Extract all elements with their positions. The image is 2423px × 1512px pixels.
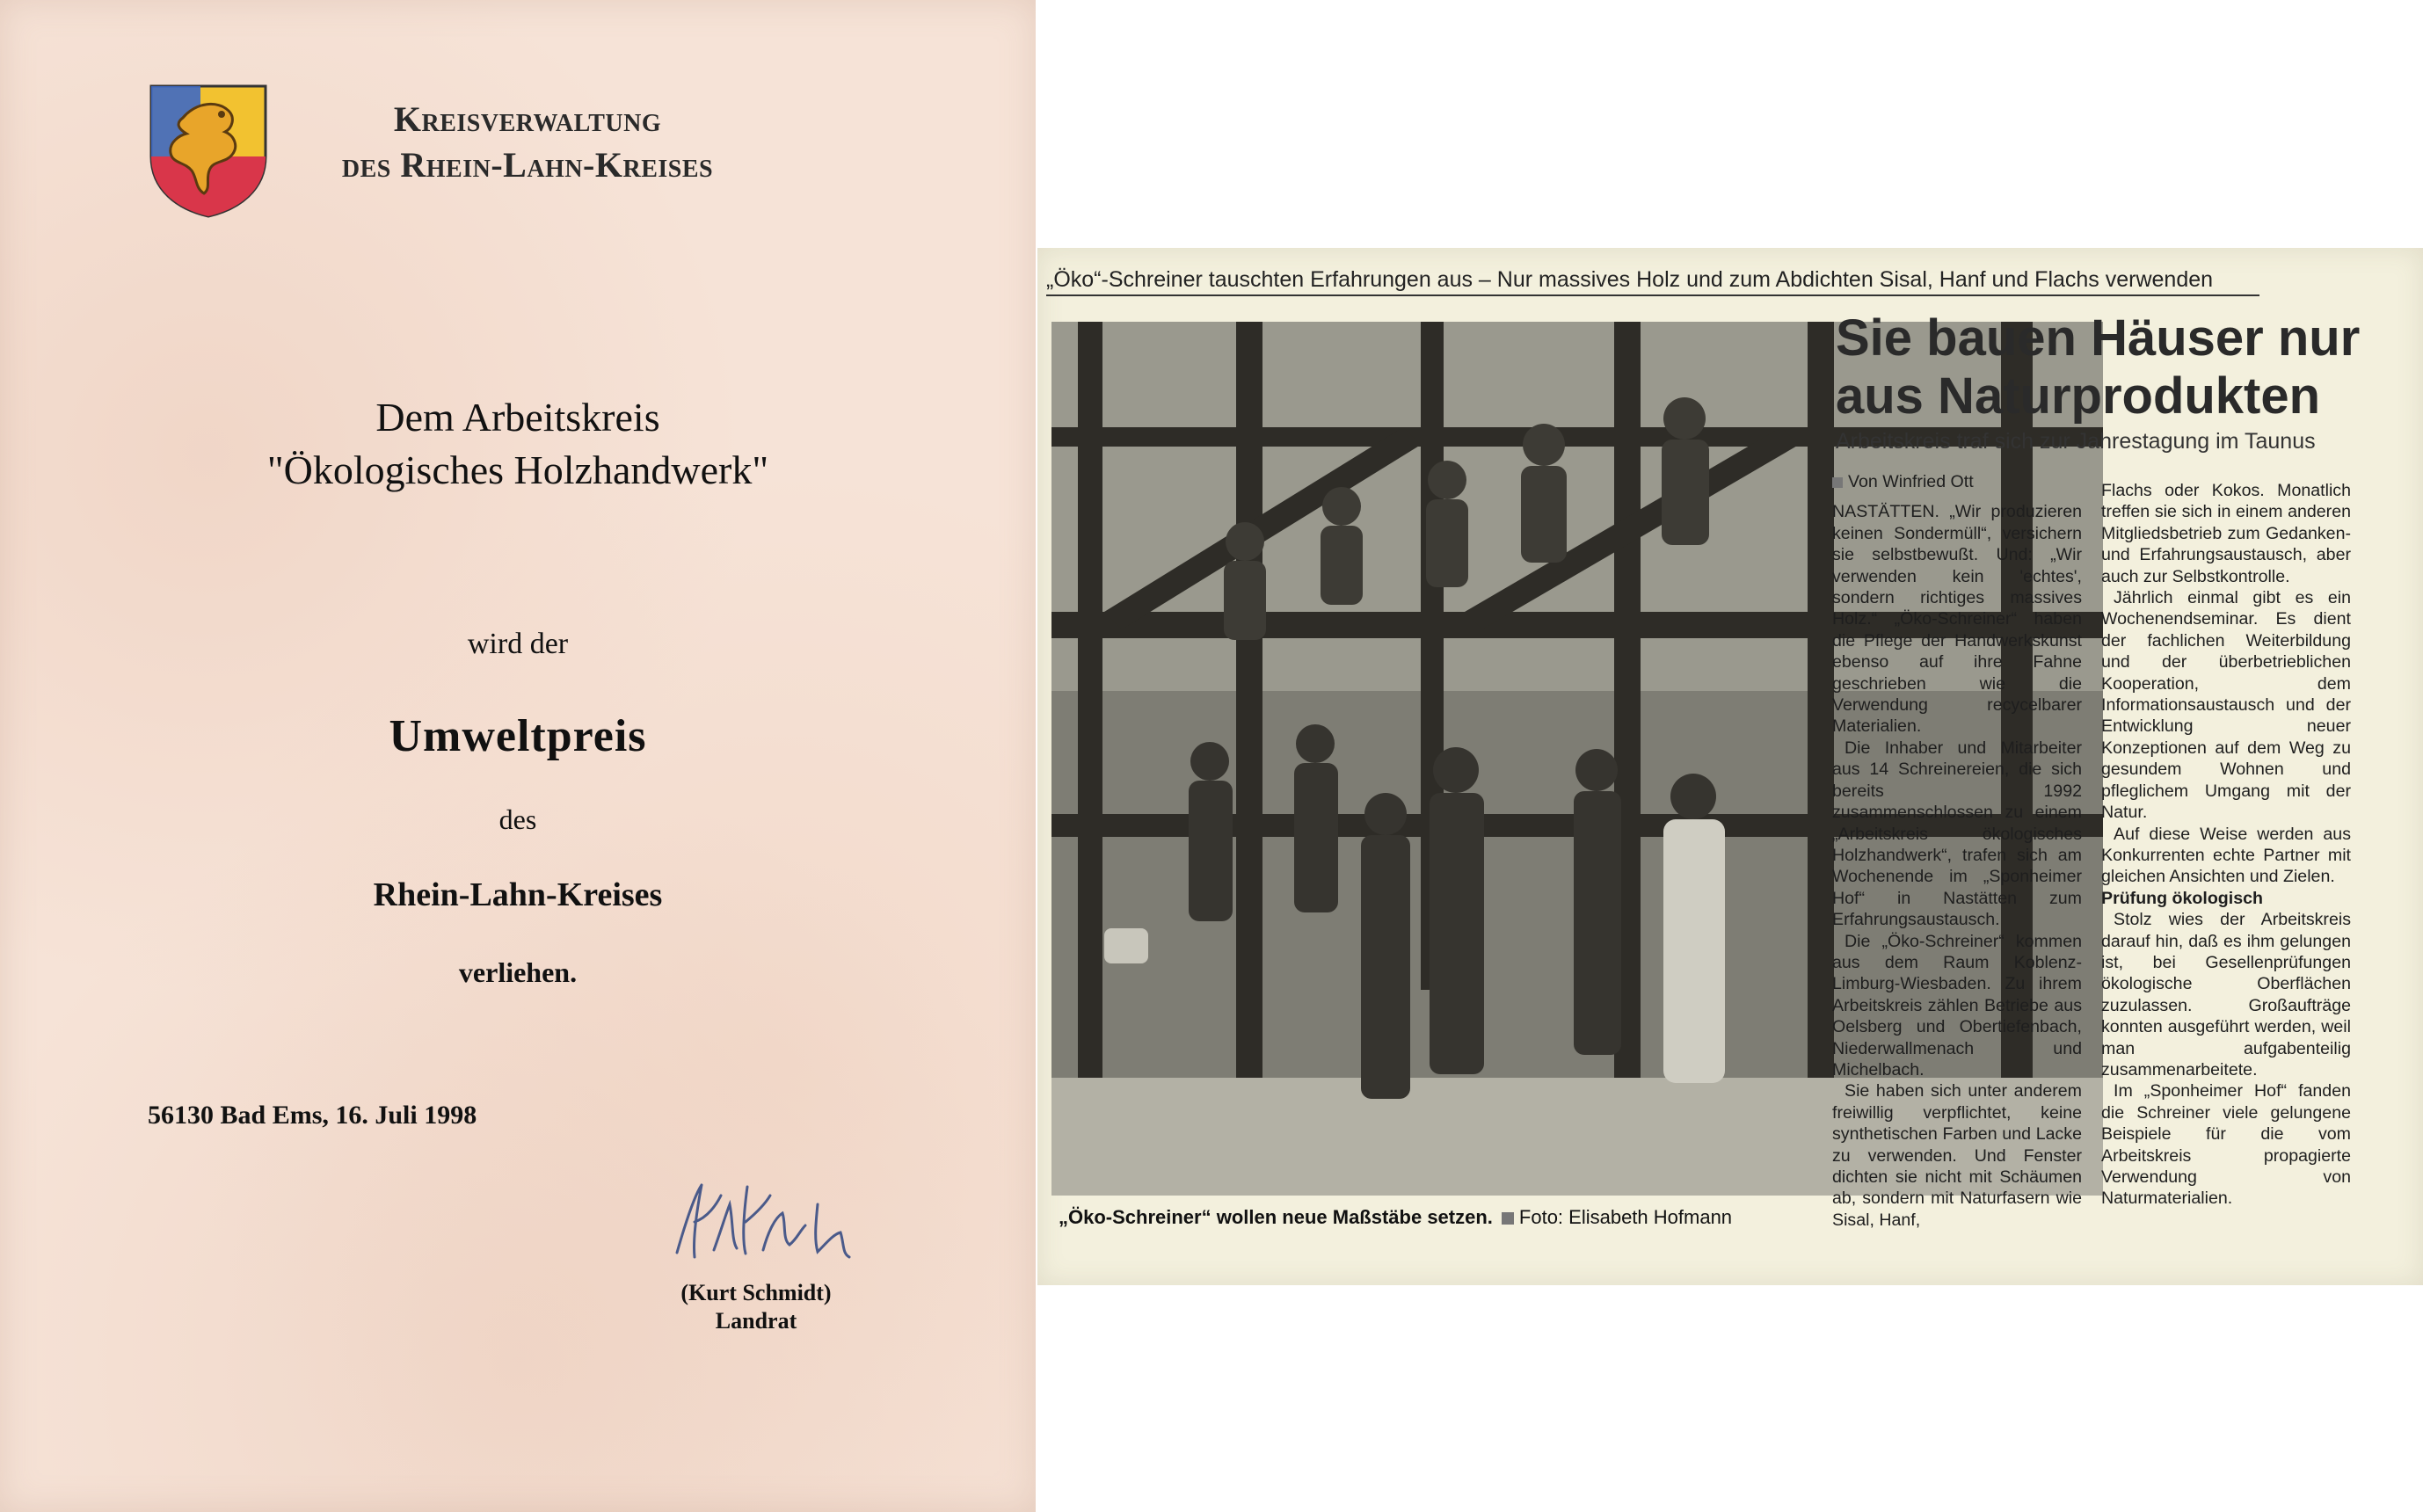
- article-kicker: „Öko“-Schreiner tauschten Erfahrungen aus – Nur massives Holz und zum Abdichten Sisal, Hanf und Flachs verwenden: [1046, 267, 2259, 296]
- byline: [1832, 471, 2082, 492]
- coat-of-arms-icon: [148, 83, 269, 218]
- signatory-name: (Kurt Schmidt): [680, 1280, 832, 1305]
- signatory-role: Landrat: [715, 1308, 797, 1334]
- award-issuer: Rhein-Lahn-Kreises: [373, 876, 663, 913]
- paragraph: Flachs oder Kokos. Monatlich treffen sie sich in einem anderen Mitgliedsbetrieb zum Gedanken- und Erfahrungsaustausch, aber auch zur Selbstkontrolle.: [2101, 481, 2351, 586]
- issuing-authority: [299, 97, 756, 188]
- handwritten-signature: [668, 1169, 870, 1266]
- authority-line-2: des Rhein-Lahn-Kreises: [341, 145, 714, 185]
- paragraph: NASTÄTTEN. „Wir produzieren keinen Sondermüll“, versichern sie selbstbewußt. Und: „Wir verwenden kein 'echtes', sondern richtiges massives Holz.“ „Öko-Schreiner“ haben die Pflege der Handwerkskunst ebenso auf ihre Fahne geschrieben wie die Verwendung recycelbarer Materialien.: [1832, 502, 2082, 737]
- recipient-line-2: "Ökologisches Holzhandwerk": [266, 447, 769, 492]
- headline-line-2: aus Naturprodukten: [1836, 367, 2321, 425]
- article-headline: [1836, 309, 2381, 425]
- certificate: [0, 0, 1036, 1512]
- byline-bullet-icon: [1832, 477, 1843, 488]
- article-column-1: [1832, 471, 2082, 1231]
- award-line-5: verliehen.: [458, 956, 578, 988]
- section-subheading: Prüfung ökologisch: [2101, 888, 2263, 908]
- award-title: Umweltpreis: [389, 711, 647, 761]
- award-line-3: des: [498, 803, 537, 835]
- paragraph: Stolz wies der Arbeitskreis darauf hin, daß es ihm gelungen ist, bei Gesellenprüfungen ökologische Oberflächen zuzulassen. Großaufträge konnten ausgeführt werden, weil man aufgabenteilig zusammenarbeitete.: [2101, 910, 2351, 1079]
- paragraph: Im „Sponheimer Hof“ fanden die Schreiner viele gelungene Beispiele für die vom Arbeitskreis propagierte Verwendung von Naturmaterialien.: [2101, 1081, 2351, 1209]
- recipient-line-1: Dem Arbeitskreis: [375, 395, 660, 440]
- caption-bullet-icon: [1502, 1212, 1514, 1225]
- award-line-1: wird der: [467, 628, 569, 660]
- caption-text: „Öko-Schreiner“ wollen neue Maßstäbe setzen.: [1059, 1206, 1493, 1228]
- photo-caption: [1059, 1206, 1732, 1229]
- paragraph: Sie haben sich unter anderem freiwillig verpflichtet, keine synthetischen Farben und Lacke zu verwenden. Und Fenster dichten sie nicht mit Schäumen ab, sondern mit Naturfasern wie Sisal, Hanf,: [1832, 1081, 2082, 1230]
- newspaper-clipping: [1037, 248, 2423, 1285]
- paragraph: Die Inhaber und Mitarbeiter aus 14 Schreinereien, die sich bereits 1992 zusammenschlossen zu einem „Arbeitskreis ökologisches Holzhandwerk“, trafen sich am Wochenende im „Sponheimer Hof“ in Nastätten zum Erfahrungsaustausch.: [1832, 738, 2082, 930]
- article-subhead: Arbeitskreis traf sich zur Jahrestagung im Taunus: [1836, 429, 2316, 454]
- paragraph: Jährlich einmal gibt es ein Wochenendseminar. Es dient der fachlichen Weiterbildung und der überbetrieblichen Kooperation, dem Informationsaustausch und der Entwicklung neuer Konzeptionen auf dem Weg zu gesundem Wohnen und pfleglichem Umgang mit der Natur.: [2101, 588, 2351, 823]
- place-and-date: 56130 Bad Ems, 16. Juli 1998: [148, 1101, 477, 1130]
- photo-credit: Foto: Elisabeth Hofmann: [1518, 1206, 1733, 1228]
- byline-author: Von Winfried Ott: [1848, 472, 1974, 491]
- paragraph: Auf diese Weise werden aus Konkurrenten echte Partner mit gleichen Ansichten und Zielen.: [2101, 824, 2351, 887]
- paragraph: Die „Öko-Schreiner“ kommen aus dem Raum Koblenz-Limburg-Wiesbaden. Zu ihrem Arbeitskreis zählen Betriebe aus Oelsberg und Obertiefenbach, Niederwallmenach und Michelbach.: [1832, 931, 2082, 1079]
- article-column-2: [2101, 480, 2351, 1210]
- headline-line-1: Sie bauen Häuser nur: [1836, 309, 2361, 367]
- authority-line-1: Kreisverwaltung: [393, 99, 662, 139]
